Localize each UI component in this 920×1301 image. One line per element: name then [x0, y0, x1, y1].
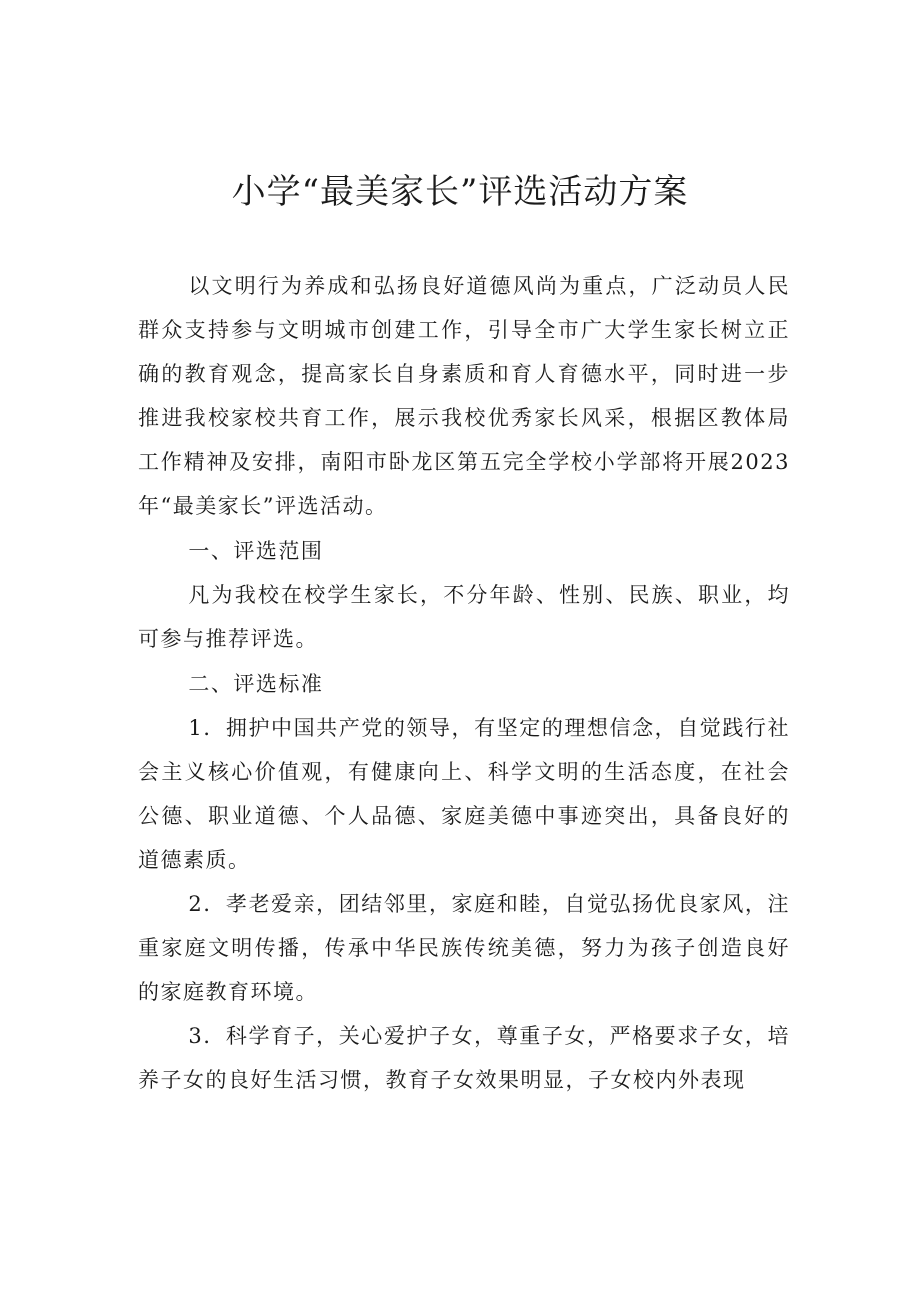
criteria-item-3: 3．科学育子，关心爱护子女，尊重子女，严格要求子女，培养子女的良好生活习惯，教育子女效果明显，子女校内外表现 — [138, 1024, 790, 1092]
section-heading-scope: 一、评选范围 — [188, 539, 324, 563]
section-heading-criteria: 二、评选标准 — [188, 672, 324, 696]
document-title: 小学“最美家长”评选活动方案 — [231, 172, 689, 212]
document-body — [138, 264, 790, 1102]
criteria-item-1: 1．拥护中国共产党的领导，有坚定的理想信念，自觉践行社会主义核心价值观，有健康向上、科学文明的生活态度，在社会公德、职业道德、个人品德、家庭美德中事迹突出，具备良好的道德素质。 — [138, 716, 790, 872]
scope-paragraph: 凡为我校在校学生家长，不分年龄、性别、民族、职业，均可参与推荐评选。 — [138, 583, 790, 651]
intro-paragraph: 以文明行为养成和弘扬良好道德风尚为重点，广泛动员人民群众支持参与文明城市创建工作，引导全市广大学生家长树立正确的教育观念，提高家长自身素质和育人育德水平，同时进一步推进我校家校共育工作，展示我校优秀家长风采，根据区教体局工作精神及安排，南阳市卧龙区第五完全学校小学部将开展2023年“最美家长”评选活动。 — [138, 274, 790, 518]
criteria-item-2: 2．孝老爱亲，团结邻里，家庭和睦，自觉弘扬优良家风，注重家庭文明传播，传承中华民族传统美德，努力为孩子创造良好的家庭教育环境。 — [138, 892, 790, 1004]
